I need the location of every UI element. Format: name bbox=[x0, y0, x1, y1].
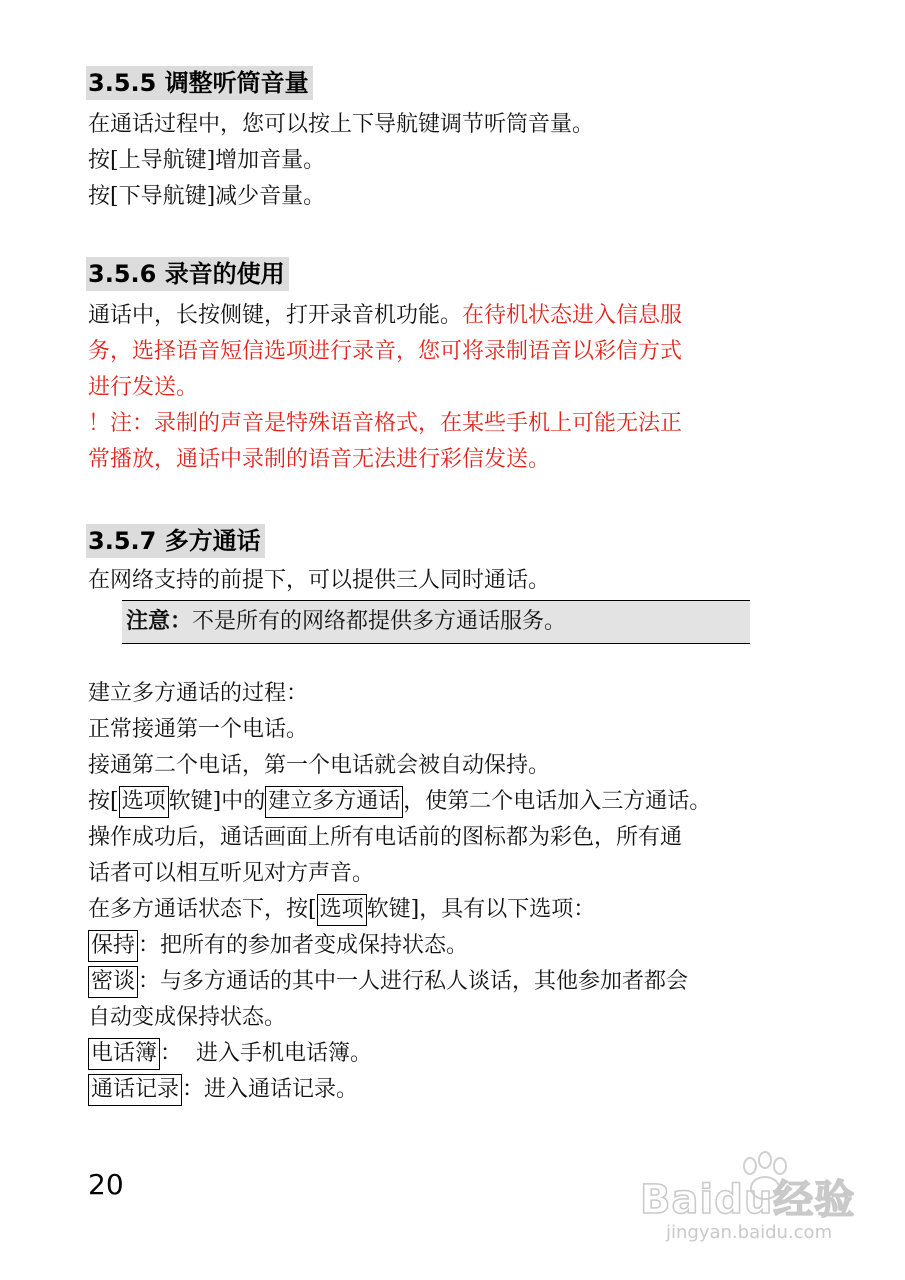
text: 在多方通话状态下，按[ bbox=[88, 897, 317, 922]
section-355 bbox=[88, 66, 313, 100]
note-box bbox=[122, 600, 750, 644]
paragraph: 接通第二个电话，第一个电话就会被自动保持。 bbox=[88, 753, 551, 778]
section-357-intro bbox=[88, 563, 550, 599]
section-357 bbox=[88, 524, 265, 558]
option-item bbox=[88, 964, 711, 1000]
watermark-url: jingyan.baidu.com bbox=[666, 1222, 833, 1243]
note-text: 不是所有的网络都提供多方通话服务。 bbox=[192, 609, 567, 634]
paragraph: 按[下导航键]减少音量。 bbox=[88, 184, 326, 209]
warning-note-cont: 常播放，通话中录制的语音无法进行彩信发送。 bbox=[88, 447, 551, 472]
paragraph: 务，选择语音短信选项进行录音，您可将录制语音以彩信方式 bbox=[88, 339, 683, 364]
option-key: 保持 bbox=[88, 930, 138, 962]
option-key: 通话记录 bbox=[88, 1074, 182, 1106]
softkey-label: 选项 bbox=[119, 786, 169, 818]
baidu-watermark bbox=[640, 1150, 870, 1250]
paragraph: 建立多方通话的过程： bbox=[88, 681, 309, 706]
option-desc: ：进入通话记录。 bbox=[182, 1077, 359, 1102]
section-355-body bbox=[88, 107, 594, 215]
option-item bbox=[88, 1072, 711, 1108]
paragraph: 正常接通第一个电话。 bbox=[88, 717, 309, 742]
option-desc: ：把所有的参加者变成保持状态。 bbox=[138, 933, 469, 958]
text: ，使第二个电话加入三方通话。 bbox=[403, 789, 712, 814]
text: 软键]中的 bbox=[168, 789, 266, 814]
note-label: 注意： bbox=[126, 609, 193, 634]
text: 按[ bbox=[88, 789, 119, 814]
text-red: 在待机状态进入信息服 bbox=[462, 303, 683, 328]
option-key: 密谈 bbox=[88, 966, 138, 998]
softkey-label: 选项 bbox=[317, 894, 367, 926]
menu-item-label: 建立多方通话 bbox=[265, 786, 403, 818]
paragraph: 在网络支持的前提下，可以提供三人同时通话。 bbox=[88, 568, 551, 593]
section-355-title: 3.5.5 调整听筒音量 bbox=[86, 66, 313, 100]
text: 软键]，具有以下选项： bbox=[366, 897, 596, 922]
section-357-title: 3.5.7 多方通话 bbox=[86, 524, 265, 558]
paragraph: 按[上导航键]增加音量。 bbox=[88, 148, 326, 173]
option-key: 电话簿 bbox=[88, 1038, 160, 1070]
option-item bbox=[88, 1036, 711, 1072]
section-357-body bbox=[88, 676, 711, 1108]
option-desc: ：与多方通话的其中一人进行私人谈话，其他参加者都会 bbox=[138, 969, 689, 994]
section-356-title: 3.5.6 录音的使用 bbox=[86, 257, 289, 291]
paragraph bbox=[88, 892, 711, 928]
watermark-brand: Baidu经验 bbox=[640, 1177, 856, 1223]
option-item bbox=[88, 928, 711, 964]
paragraph bbox=[88, 298, 682, 334]
warning-note: ！注：录制的声音是特殊语音格式，在某些手机上可能无法正 bbox=[88, 411, 683, 436]
page-number: 20 bbox=[88, 1168, 124, 1201]
paragraph: 话者可以相互听见对方声音。 bbox=[88, 861, 375, 886]
option-desc: ： 进入手机电话簿。 bbox=[160, 1041, 373, 1066]
section-356-body bbox=[88, 298, 682, 478]
paragraph: 在通话过程中，您可以按上下导航键调节听筒音量。 bbox=[88, 112, 595, 137]
text-black: 通话中，长按侧键，打开录音机功能。 bbox=[88, 303, 463, 328]
paragraph: 进行发送。 bbox=[88, 375, 199, 400]
section-356 bbox=[88, 257, 289, 291]
paragraph bbox=[88, 784, 711, 820]
option-item-cont: 自动变成保持状态。 bbox=[88, 1005, 287, 1030]
paragraph: 操作成功后，通话画面上所有电话前的图标都为彩色，所有通 bbox=[88, 825, 683, 850]
